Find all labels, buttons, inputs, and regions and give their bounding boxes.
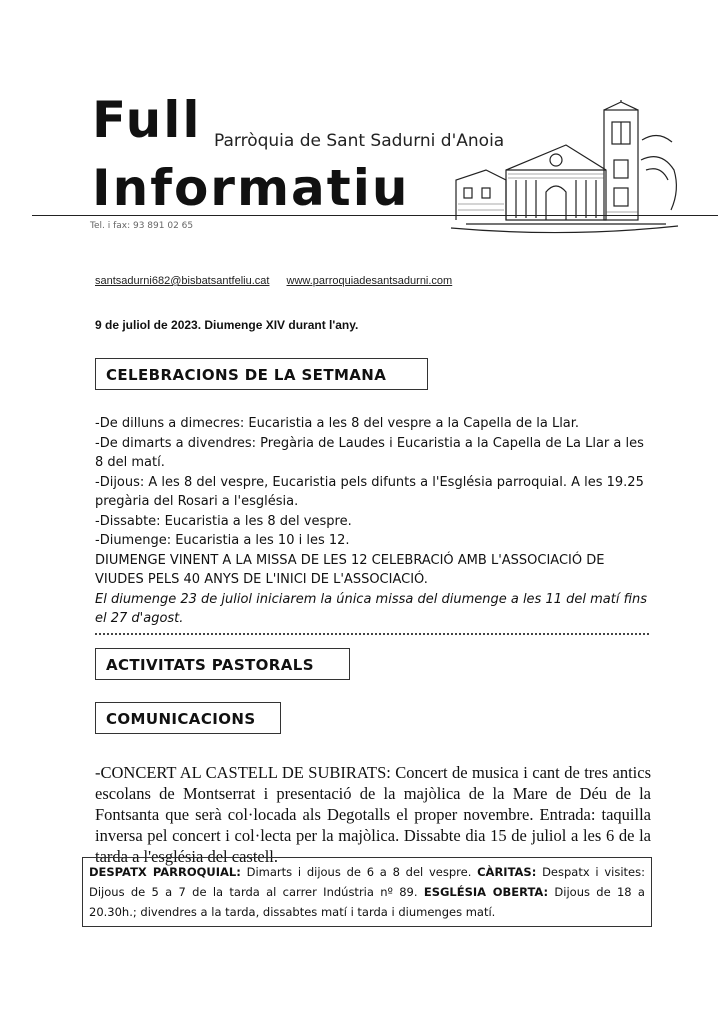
section-pastoral: ACTIVITATS PASTORALS [95, 648, 350, 680]
section-celebrations: CELEBRACIONS DE LA SETMANA [95, 358, 428, 390]
email-link[interactable]: santsadurni682@bisbatsantfeliu.cat [95, 275, 270, 287]
dotted-divider [95, 633, 649, 635]
caritas-text: Despatx i visites: Dijous de 5 a 7 de la tarda al carrer Indústria nº 89. [89, 865, 645, 899]
schedule-line: -Diumenge: Eucaristia a les 10 i les 12. [95, 533, 350, 548]
church-illustration [446, 100, 682, 240]
dateline: 9 de juliol de 2023. Diumenge XIV durant l'any. [95, 318, 359, 332]
parish-name: Parròquia de Sant Sadurni d'Anoia [214, 131, 505, 151]
title-full: Full [92, 91, 202, 149]
telfax: Tel. i fax: 93 891 02 65 [90, 221, 194, 231]
caritas-label: CÀRITAS: [477, 865, 537, 879]
schedule-line: -Dissabte: Eucaristia a les 8 del vespre. [95, 513, 352, 529]
office-label: DESPATX PARROQUIAL: [89, 865, 241, 879]
schedule [95, 414, 655, 629]
office-hours-box [82, 857, 652, 927]
contact-links [95, 275, 466, 287]
schedule-line: -De dimarts a divendres: Pregària de Laudes i Eucaristia a la Capella de La Llar a les 8 del matí. [95, 435, 644, 470]
schedule-line: -Dijous: A les 8 del vespre, Eucaristia pels difunts a l'Església parroquial. A les 19.25 pregària del Rosari a l'església. [95, 474, 644, 509]
website-link[interactable]: www.parroquiadesantsadurni.com [286, 275, 453, 287]
open-church-text: Dijous de 18 a 20.30h.; divendres a la tarda, dissabtes matí i tarda i diumenges matí. [89, 885, 645, 919]
title-informatiu: Informatiu [92, 159, 410, 217]
concert-announcement: -CONCERT AL CASTELL DE SUBIRATS: Concert de musica i cant de tres antics escolans de Montserrat i presentació de la majòlica de la Mare de Déu de la Fontsanta que serà col·locada als Degotalls el proper novembre. Entrada: taquilla inversa pel concert i col·lecta per la majòlica. Dissabte dia 15 de juliol a les 6 de la tarda a l'església del castell. [95, 763, 651, 866]
schedule-announcement: DIUMENGE VINENT A LA MISSA DE LES 12 CELEBRACIÓ AMB L'ASSOCIACIÓ DE VIUDES PELS 40 ANYS DE L'INICI DE L'ASSOCIACIÓ. [95, 552, 605, 587]
schedule-note: El diumenge 23 de juliol iniciarem la única missa del diumenge a les 11 del matí fins el 27 d'agost. [95, 591, 648, 626]
office-text: Dimarts i dijous de 6 a 8 del vespre. [240, 865, 478, 879]
schedule-line: -De dilluns a dimecres: Eucaristia a les 8 del vespre a la Capella de la Llar. [95, 416, 580, 431]
open-church-label: ESGLÉSIA OBERTA: [423, 885, 549, 899]
section-communications: COMUNICACIONS [95, 702, 281, 734]
